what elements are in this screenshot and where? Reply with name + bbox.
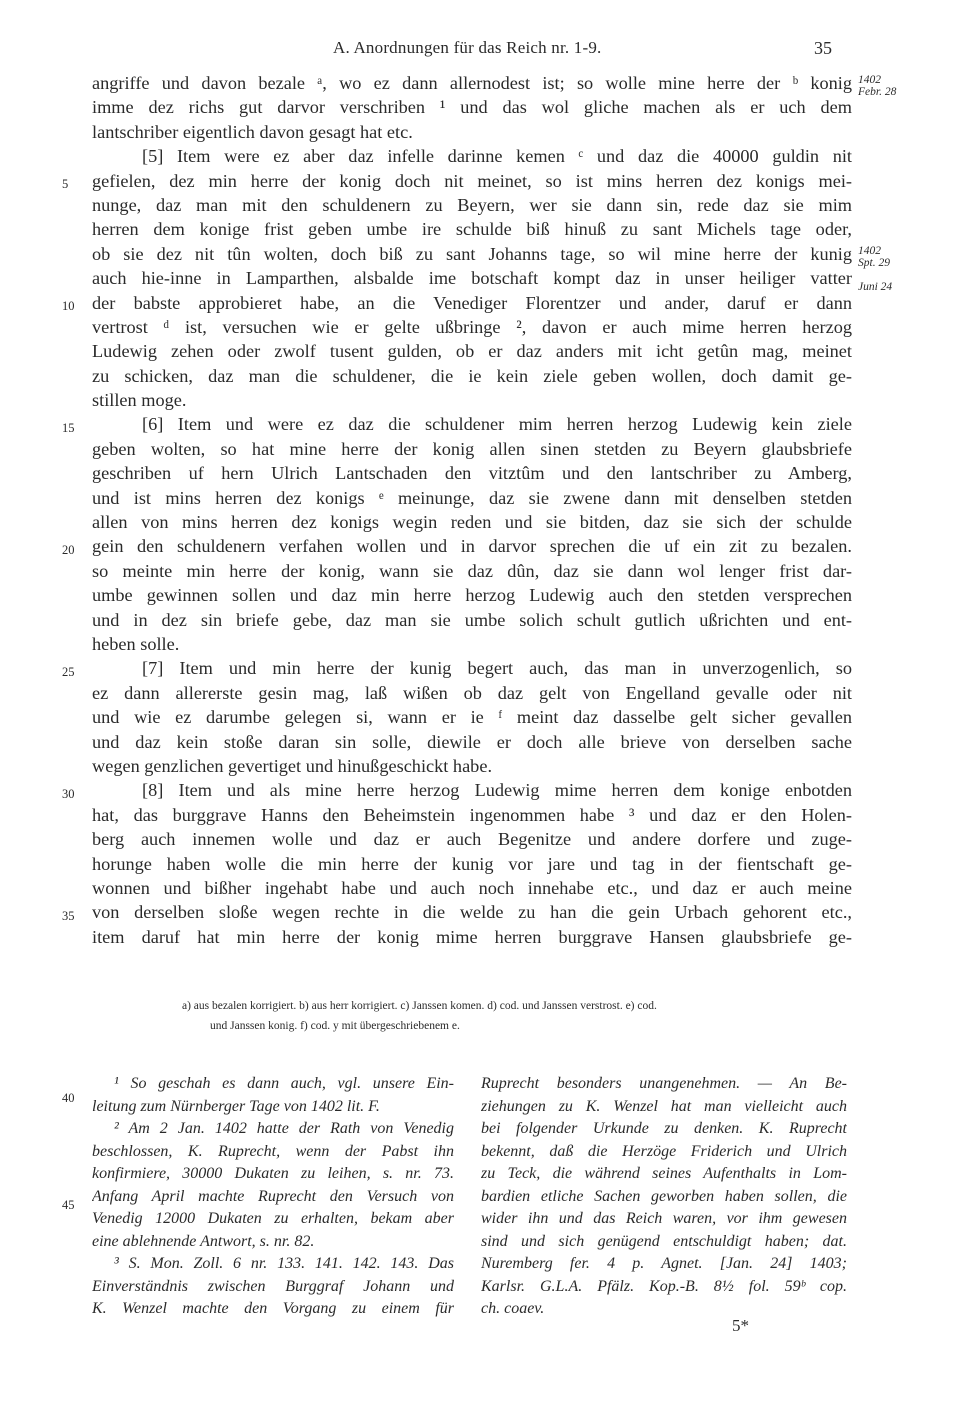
footnote-line: eine ablehnende Antwort, s. nr. 82. (92, 1232, 315, 1250)
text-line: [7] Item und min herre der kunig begert auch, das man in unverzogenlich, so (142, 658, 852, 679)
text-line: gein den schuldenern verfahen wollen und in darvor sprechen die uf ein zit zu bezalen. (92, 536, 852, 557)
text-line: [5] Item were ez aber daz infelle darinne kemen ᶜ und daz die 40000 guldin nit (142, 146, 852, 167)
footnote-line: zu Teck, die während seines Aufenthalts in Lom- (481, 1165, 847, 1182)
text-line: heben solle. (92, 633, 180, 654)
text-line: zu schicken, daz man die schuldener, die ie kein ziele geben wollen, doch damit ge- (92, 365, 852, 386)
footnote-line: ³ S. Mon. Zoll. 6 nr. 133. 141. 142. 143. Das (114, 1255, 454, 1272)
line-number: 20 (62, 543, 75, 557)
text-line: geschriben uf hern Ulrich Lantschaden den vitztûm und den lantschriber zu Amberg, (92, 463, 852, 484)
text-line: wegen genzlichen gevertiget und hinußgeschickt habe. (92, 755, 493, 776)
margin-date-note (858, 74, 896, 98)
footnotes-left-column (92, 1073, 454, 1321)
text-line: [8] Item und als mine herre herzog Ludewig mime herren dem konige enbotden (142, 780, 852, 801)
footnote-line: leitung zum Nürnberger Tage von 1402 lit. F. (92, 1097, 380, 1115)
text-line: von derselben sloße wegen rechte in die welde zu han die gein Urbach gehorent etc., (92, 902, 852, 923)
text-line: nunge, daz man mit den schuldenern zu Beyern, wer sie dann sin, rede daz sie mim (92, 194, 852, 215)
text-line: gefielen, dez min herre der konig doch nit meinet, so ist mins herren dez konigs mei- (92, 170, 852, 191)
margin-date: Juni 24 (858, 281, 893, 293)
footnotes-right-column (481, 1073, 847, 1321)
line-number: 35 (62, 909, 75, 923)
footnote-line: bekennt, daß die Herzöge Friderich und Ulrich (481, 1142, 847, 1160)
main-text (92, 71, 852, 949)
footnote-line-number: 45 (62, 1198, 75, 1212)
text-line: wonnen und bißher ingehabt habe und auch noch innehabe etc., und daz er auch meine (92, 877, 852, 898)
text-line: umbe gewinnen sollen und daz min herre herzog Ludewig auch den stetden versprechen (92, 585, 852, 606)
footnote-line: konfirmiere, 30000 Dukaten zu leihen, s. nr. 73. (92, 1165, 454, 1182)
footnote-line-number: 40 (62, 1091, 75, 1105)
text-line: allen von mins herren dez konigs wegin reden und sie bitden, daz sie sich der schulde (92, 512, 852, 533)
text-line: vertrost ᵈ ist, versuchen wie er gelte ußbringe ², davon er auch mime herren herzog (92, 316, 852, 337)
margin-year: 1402 (858, 245, 881, 257)
text-line: berg auch innemen wolle und daz er auch Begenitze und andere dorfere und zuge- (92, 829, 852, 850)
line-number: 5 (62, 177, 69, 191)
text-line: und daz kein stoße daran sin solle, diewile er doch alle brieve von derselben sache (92, 731, 852, 752)
header-title: A. Anordnungen für das Reich nr. 1-9. (333, 38, 602, 57)
line-number: 10 (62, 299, 75, 313)
footnote-line: Nuremberg fer. 4 p. Agnet. [Jan. 24] 1403; (481, 1255, 847, 1272)
text-line: hat, das burggrave Hanns den Beheimstein ingenommen habe ³ und daz er den Holen- (92, 804, 852, 825)
text-line: herren dem konige frist geben umbe ire schulde biß hinuß zu sant Michels tage oder, (92, 219, 852, 240)
footnote-line: ch. coaev. (481, 1300, 545, 1317)
text-line: stillen moge. (92, 390, 187, 411)
text-line: und in dez sin briefe gebe, daz man sie umbe solich schult gutlich ußrichten und ent- (92, 609, 852, 630)
footnote-line: Venedig 12000 Dukaten zu erhalten, bekam aber (92, 1210, 454, 1227)
footnote-line: Karlsr. G.L.A. Pfälz. Kop.-B. 8½ fol. 59ᵇ cop. (481, 1277, 847, 1295)
apparatus-line: a) aus bezalen korrigiert. b) aus herr korrigiert. c) Janssen komen. d) cod. und Janssen verstrost. e) cod. (182, 1000, 657, 1012)
margin-date: Spt. 29 (858, 257, 890, 269)
footnote-line: ziehungen zu K. Wenzel hat man vielleicht auch (481, 1097, 847, 1115)
text-line: item daruf hat min herre der konig mime herren burggrave Hansen glaubsbriefe ge- (92, 926, 852, 947)
apparatus-line: und Janssen konig. f) cod. y mit übergeschriebenem e. (210, 1020, 460, 1032)
footnote-line: Anfang April machte Ruprecht den Versuch von (92, 1187, 454, 1205)
text-line: auch hie-inne in Lamparthen, alsbalde ime botschaft kompt daz in unser heiliger vatter (92, 268, 852, 289)
running-header (0, 38, 960, 64)
text-line: der babste approbieret habe, an die Venediger Florentzer und ander, daruf er dann (92, 292, 852, 313)
footnote-line: sind und sich genügend entschuldigt haben; dat. (481, 1232, 847, 1250)
line-number: 25 (62, 665, 75, 679)
text-line: angriffe und davon bezale ᵃ, wo ez dann allernodest ist; so wolle mine herre der ᵇ konig (92, 73, 852, 93)
text-line: imme dez richs gut darvor verschriben ¹ und das wol gliche machen als er uch dem (92, 97, 852, 118)
footnote-line: beschlossen, K. Ruprecht, wenn der Pabst ihn (92, 1142, 454, 1160)
footnote-line: bei folgender Urkunde zu denken. K. Ruprecht (481, 1120, 847, 1137)
text-line: [6] Item und were ez daz die schuldener mim herren herzog Ludewig kein ziele (142, 414, 852, 435)
text-line: ob sie dez nit tûn wolten, doch biß zu sant Johanns tage, so wil mine herre der kunig (92, 243, 852, 264)
text-line: ez dann allererste gesin mag, laß wißen ob daz gelt von Engelland gevalle oder nit (92, 682, 852, 703)
footnote-line: K. Wenzel machte den Vorgang zu einem für (92, 1300, 454, 1317)
footnote-line: Einverständnis zwischen Burggraf Johann und (92, 1277, 454, 1295)
text-line: so meinte min herre der konig, wann sie daz dûn, daz sie dann wol lenger frist dar- (92, 560, 852, 581)
line-number: 15 (62, 421, 75, 435)
footnote-line: wider ihn und das Reich waren, vor ihm gewesen (481, 1210, 847, 1227)
margin-date-note (858, 245, 890, 269)
text-line: Ludewig zehen oder zwolf tusent gulden, ob er daz anders mit icht getûn mag, meinet (92, 341, 852, 362)
text-line: geben wolten, so hat mine herre der konig allen sinen stetden zu Beyern glaubsbriefe (92, 438, 852, 459)
footnote-line: ¹ So geschah es dann auch, vgl. unsere Ein- (114, 1075, 454, 1092)
footnote-line: bardien etliche Sachen geworben haben sollen, die (481, 1187, 847, 1205)
footnote-line: Ruprecht besonders unangenehmen. — An Be- (481, 1075, 847, 1092)
text-line: und ist mins herren dez konigs ᵉ meinunge, daz sie zwene dann mit denselben stetden (92, 487, 852, 508)
margin-date: Febr. 28 (858, 86, 897, 98)
textual-apparatus (182, 996, 852, 1036)
text-line: horunge haben wolle die min herre der kunig vor jare und tag in der fientschaft ge- (92, 853, 852, 874)
margin-year: 1402 (858, 74, 881, 86)
footnote-line: ² Am 2 Jan. 1402 hatte der Rath von Venedig (114, 1120, 454, 1137)
line-number: 30 (62, 787, 75, 801)
page-number: 35 (814, 38, 832, 58)
margin-date-note (858, 281, 892, 293)
text-line: und wie ez darumbe gelegen si, wann er ie ᶠ meint daz dasselbe gelt sicher gevallen (92, 707, 852, 728)
text-line: lantschriber eigentlich davon gesagt hat etc. (92, 121, 413, 142)
signature-mark: 5* (732, 1316, 749, 1335)
